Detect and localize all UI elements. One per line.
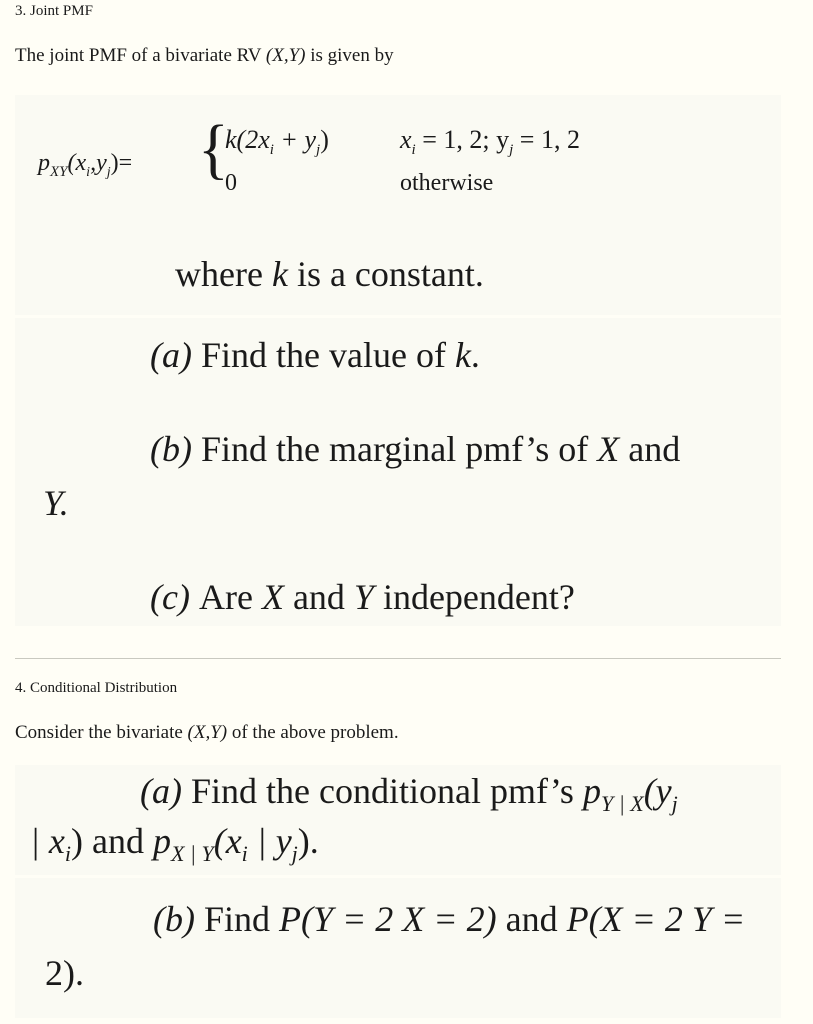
section-3-parts — [15, 318, 781, 626]
section-4-intro: Consider the bivariate (X,Y) of the above problem. — [15, 722, 399, 743]
intro-math: (X,Y) — [265, 45, 306, 66]
section-4-heading: 4. Conditional Distribution — [15, 680, 178, 696]
part-3c: (c) Are X and Y independent? — [150, 577, 575, 617]
case-1-condition: $x_i = 1$, 2; $y_j = 1$, 2 — [400, 125, 580, 159]
constant-note-panel — [15, 225, 781, 315]
formula-lhs: $p_{XY}(x_i,y_j)=$ — [38, 150, 133, 180]
constant-note: where k is a constant. — [175, 254, 484, 294]
part-4a-continuation: | $x_i$) and $p_{X | Y}(x_i$ | $y_j$). — [30, 821, 319, 867]
case-2-expression: 0 — [225, 170, 237, 196]
case-1-expression: $k(2x_i + y_j)$ — [225, 125, 329, 159]
joint-pmf-formula — [15, 95, 781, 225]
case-2-condition: otherwise — [400, 170, 494, 196]
part-3b-continuation: Y. — [43, 483, 69, 523]
section-3-heading: 3. Joint PMF — [15, 3, 93, 19]
section-3-intro — [15, 45, 394, 67]
part-3b: (b) Find the marginal pmf’s of X and — [150, 429, 681, 469]
part-4b-continuation: 2). — [45, 953, 84, 993]
intro-suffix: is given by — [305, 45, 394, 66]
part-4a: (a) Find the conditional pmf’s $p_{Y | X}(y_j$ — [140, 771, 678, 817]
section-4-part-b-panel — [15, 878, 781, 1018]
part-3a: (a) Find the value of k. — [150, 335, 480, 375]
intro-prefix: The joint PMF of a bivariate RV — [15, 45, 266, 66]
section-divider — [15, 658, 781, 659]
case-brace: { — [198, 111, 229, 186]
section-4-part-a-panel — [15, 765, 781, 875]
part-4b: (b) Find P(Y = 2 X = 2) and P(X = 2 Y = — [153, 899, 746, 939]
